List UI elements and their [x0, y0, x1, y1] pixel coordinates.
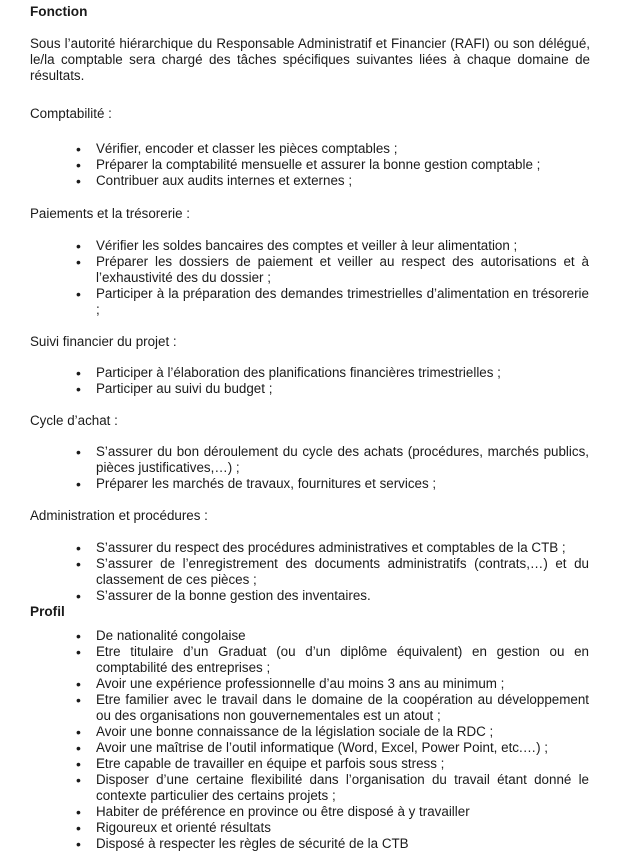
list-item: • Disposer d’une certaine flexibilité dans l’organisation du travail étant donné le contexte particulier des certains projets ; [0, 772, 620, 804]
list-item: • S’assurer de l’enregistrement des documents administratifs (contrats,…) et du classement de ces pièces ; [0, 556, 620, 588]
list-comptabilite [0, 141, 620, 189]
list-administration [0, 540, 620, 604]
list-item: • Disposé à respecter les règles de sécurité de la CTB [0, 836, 620, 852]
list-item: • Avoir une bonne connaissance de la législation sociale de la RDC ; [0, 724, 620, 740]
list-item: • Participer à l’élaboration des planifications financières trimestrielles ; [0, 365, 620, 381]
section-title-fonction: Fonction [30, 4, 88, 19]
list-item: • S’assurer de la bonne gestion des inventaires. [0, 588, 620, 604]
list-item: • Etre titulaire d’un Graduat (ou d’un diplôme équivalent) en gestion ou en comptabilité des entreprises ; [0, 644, 620, 676]
list-item: • Habiter de préférence en province ou être disposé à y travailler [0, 804, 620, 820]
intro-paragraph: Sous l’autorité hiérarchique du Responsable Administratif et Financier (RAFI) ou son délégué, le/la comptable sera chargé des tâches spécifiques suivantes liées à chaque domaine de résultats. [30, 36, 590, 83]
section-label-suivi-financier: Suivi financier du projet : [30, 334, 177, 349]
list-item: • Préparer les marchés de travaux, fournitures et services ; [0, 476, 620, 492]
list-cycle-achat [0, 444, 620, 492]
list-item: • Vérifier, encoder et classer les pièces comptables ; [0, 141, 620, 157]
list-item: • S’assurer du respect des procédures administratives et comptables de la CTB ; [0, 540, 620, 556]
section-label-cycle-achat: Cycle d’achat : [30, 413, 118, 428]
section-label-administration: Administration et procédures : [30, 508, 208, 523]
list-item: • Avoir une maîtrise de l’outil informatique (Word, Excel, Power Point, etc.…) ; [0, 740, 620, 756]
list-item: • Vérifier les soldes bancaires des comptes et veiller à leur alimentation ; [0, 238, 620, 254]
section-title-profil: Profil [30, 604, 65, 619]
list-item: • Contribuer aux audits internes et externes ; [0, 173, 620, 189]
list-profil [0, 628, 620, 852]
section-label-paiements: Paiements et la trésorerie : [30, 206, 191, 221]
list-item: • Etre capable de travailler en équipe et parfois sous stress ; [0, 756, 620, 772]
list-paiements [0, 238, 620, 318]
list-item: • Préparer la comptabilité mensuelle et assurer la bonne gestion comptable ; [0, 157, 620, 173]
list-item: • Etre familier avec le travail dans le domaine de la coopération au développement ou des organisations non gouvernementales est un atout ; [0, 692, 620, 724]
section-label-comptabilite: Comptabilité : [30, 106, 112, 121]
list-item: • Rigoureux et orienté résultats [0, 820, 620, 836]
list-suivi-financier [0, 365, 620, 397]
list-item: • Préparer les dossiers de paiement et veiller au respect des autorisations et à l’exhaustivité des du dossier ; [0, 254, 620, 286]
list-item: • Participer au suivi du budget ; [0, 381, 620, 397]
list-item: • S’assurer du bon déroulement du cycle des achats (procédures, marchés publics, pièces justificatives,…) ; [0, 444, 620, 476]
list-item: • Participer à la préparation des demandes trimestrielles d’alimentation en trésorerie ; [0, 286, 620, 318]
list-item: • De nationalité congolaise [0, 628, 620, 644]
list-item: • Avoir une expérience professionnelle d’au moins 3 ans au minimum ; [0, 676, 620, 692]
